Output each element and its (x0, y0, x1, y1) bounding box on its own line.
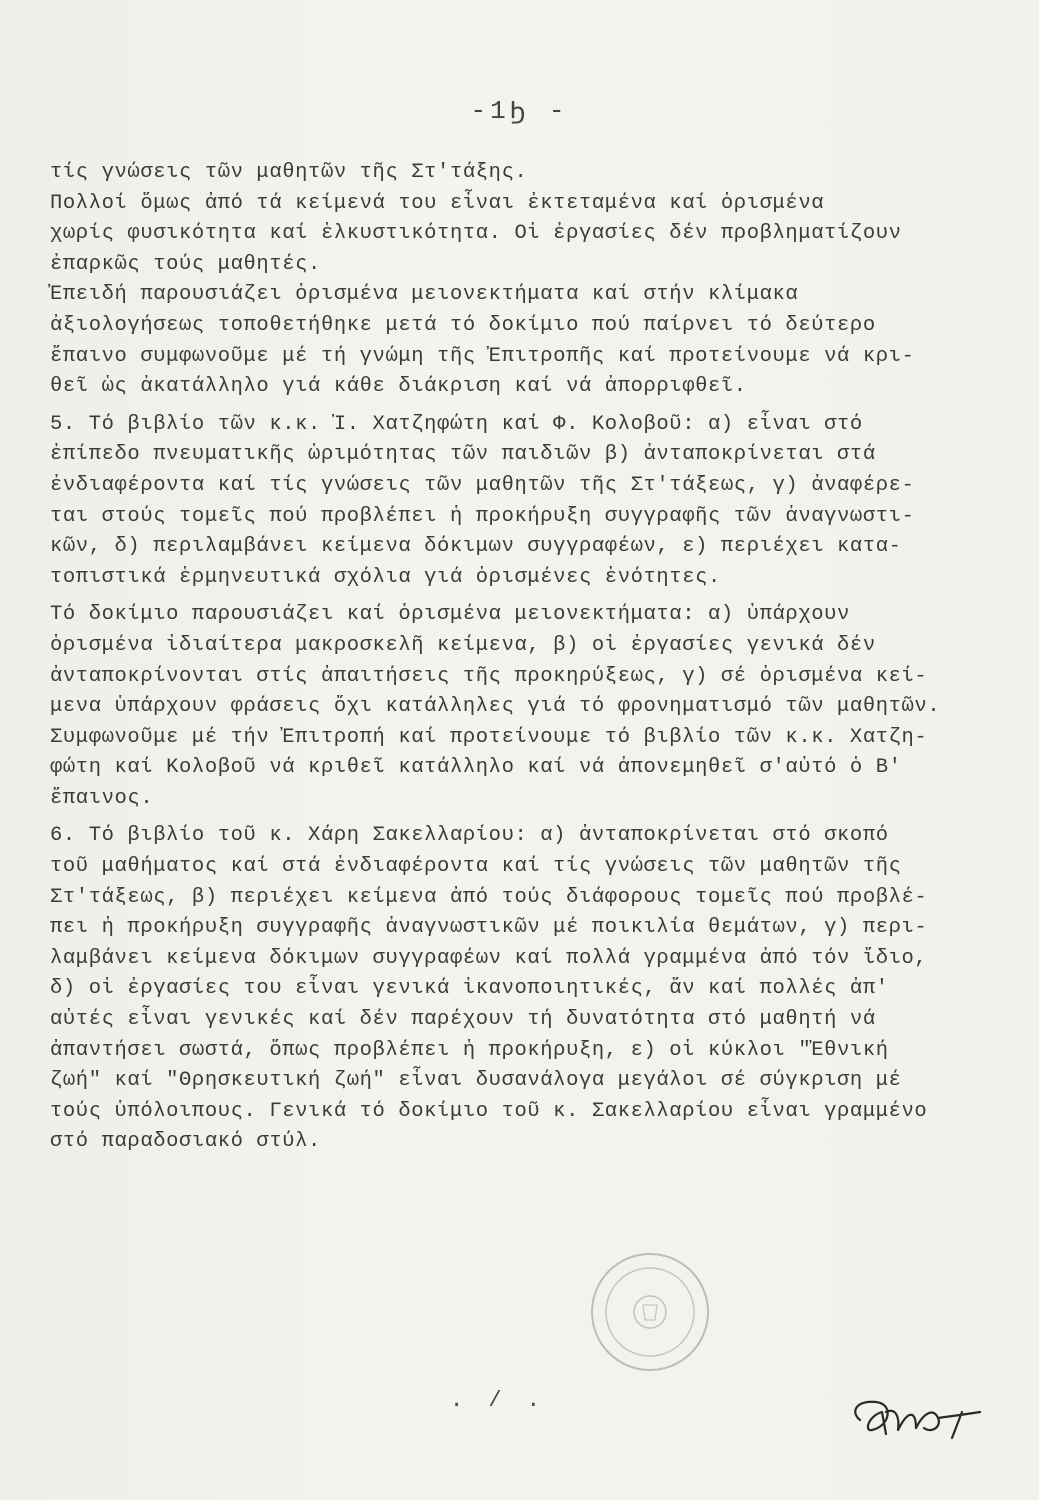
text-line: Συμφωνοῦμε μέ τήν Ἐπιτροπή καί προτείνουμε τό βιβλίο τῶν κ.κ. Χατζη- (50, 725, 928, 749)
text-line: ἔπαινος. (50, 786, 154, 810)
text-line: ται στούς τομεῖς πού προβλέπει ἡ προκήρυξη συγγραφῆς τῶν ἀναγνωστι- (50, 504, 915, 528)
text-line: τίς γνώσεις τῶν μαθητῶν τῆς Στ'τάξης. (50, 161, 528, 184)
continuation-mark: . / . (450, 1388, 547, 1413)
text-line: ἐπαρκῶς τούς μαθητές. (50, 252, 321, 276)
text-line: κῶν, δ) περιλαμβάνει κείμενα δόκιμων συγγραφέων, ε) περιέχει κατα- (50, 535, 902, 559)
text-line: Στ'τάξεως, β) περιέχει κείμενα ἀπό τούς διάφορους τομεῖς πού προβλέ- (50, 885, 928, 909)
typed-body-text (50, 158, 1010, 1158)
text-line: τούς ὑπόλοιπους. Γενικά τό δοκίμιο τοῦ κ. Σακελλαρίου εἶναι γραμμένο (50, 1099, 928, 1123)
handwritten-signature (842, 1390, 992, 1446)
text-line: πει ἡ προκήρυξη συγγραφῆς ἀναγνωστικῶν μέ ποικιλία θεμάτων, γ) περι- (50, 916, 928, 940)
text-line: ἐπίπεδο πνευματικῆς ὡριμότητας τῶν παιδιῶν β) ἀνταποκρίνεται στά (50, 443, 876, 467)
text-line: τοῦ μαθήματος καί στά ἐνδιαφέροντα καί τίς γνώσεις τῶν μαθητῶν τῆς (50, 855, 902, 879)
text-line: ἀπαντήσει σωστά, ὅπως προβλέπει ἡ προκήρυξη, ε) οἱ κύκλοι "Ἐθνική (50, 1038, 889, 1062)
paragraph-gap (50, 593, 1010, 600)
paragraph-gap (50, 814, 1010, 821)
text-line: Τό δοκίμιο παρουσιάζει καί ὁρισμένα μειονεκτήματα: α) ὑπάρχουν (50, 603, 850, 627)
official-seal-stamp (585, 1250, 715, 1375)
text-line: ἀξιολογήσεως τοποθετήθηκε μετά τό δοκίμιο πού παίρνει τό δεύτερο (50, 313, 876, 337)
text-line: 5. Τό βιβλίο τῶν κ.κ. Ἰ. Χατζηφώτη καί Φ. Κολοβοῦ: α) εἶναι στό (50, 412, 863, 436)
text-line: Ἐπειδή παρουσιάζει ὁρισμένα μειονεκτήματα καί στήν κλίμακα (50, 283, 799, 307)
text-line: ἀνταποκρίνονται στίς ἀπαιτήσεις τῆς προκηρύξεως, γ) σέ ὁρισμένα κεί- (50, 664, 928, 688)
text-line: τοπιστικά ἑρμηνευτικά σχόλια γιά ὁρισμένες ἑνότητες. (50, 565, 721, 589)
text-line: ἔπαινο συμφωνοῦμε μέ τή γνώμη τῆς Ἐπιτροπῆς καί προτείνουμε νά κρι- (50, 344, 915, 368)
page-number: -1Ϧ - (470, 96, 569, 126)
text-line: λαμβάνει κείμενα δόκιμων συγγραφέων καί πολλά γραμμένα ἀπό τόν ἴδιο, (50, 946, 928, 970)
text-line: δ) οἱ ἐργασίες του εἶναι γενικά ἱκανοποιητικές, ἄν καί πολλές ἀπ' (50, 977, 889, 1001)
text-line: θεῖ ὡς ἀκατάλληλο γιά κάθε διάκριση καί νά ἀπορριφθεῖ. (50, 375, 747, 399)
text-line: μενα ὑπάρχουν φράσεις ὄχι κατάλληλες γιά τό φρονηματισμό τῶν μαθητῶν. (50, 695, 941, 719)
text-line: χωρίς φυσικότητα καί ἑλκυστικότητα. Οἱ ἐργασίες δέν προβληματίζουν (50, 222, 902, 246)
text-line: ζωή" καί "Θρησκευτική ζωή" εἶναι δυσανάλογα μεγάλοι σέ σύγκριση μέ (50, 1069, 902, 1093)
text-line: Πολλοί ὅμως ἀπό τά κείμενά του εἶναι ἐκτεταμένα καί ὁρισμένα (50, 191, 825, 215)
text-line: ὁρισμένα ἰδιαίτερα μακροσκελῆ κείμενα, β) οἱ ἐργασίες γενικά δέν (50, 633, 876, 657)
paragraph-gap (50, 403, 1010, 410)
text-line: στό παραδοσιακό στύλ. (50, 1130, 321, 1154)
text-line: φώτη καί Κολοβοῦ νά κριθεῖ κατάλληλο καί νά ἀπονεμηθεῖ σ'αὐτό ὁ Β' (50, 756, 902, 780)
text-line: ἐνδιαφέροντα καί τίς γνώσεις τῶν μαθητῶν τῆς Στ'τάξεως, γ) ἀναφέρε- (50, 473, 915, 497)
text-line: αὐτές εἶναι γενικές καί δέν παρέχουν τή δυνατότητα στό μαθητή νά (50, 1008, 876, 1032)
text-line: 6. Τό βιβλίο τοῦ κ. Χάρη Σακελλαρίου: α) ἀνταποκρίνεται στό σκοπό (50, 824, 889, 848)
